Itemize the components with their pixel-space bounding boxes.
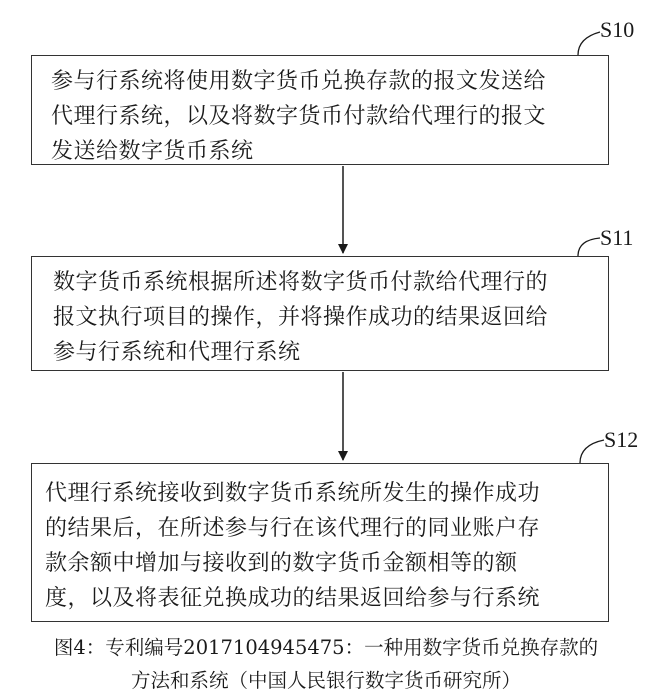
leader-s11 xyxy=(578,238,600,256)
step-text-line: 代理行系统，以及将数字货币付款给代理行的报文 xyxy=(51,104,547,129)
step-text-line: 款余额中增加与接收到的数字货币金额相等的额 xyxy=(45,551,518,576)
step-text-line: 报文执行项目的操作，并将操作成功的结果返回给 xyxy=(53,305,549,330)
step-text-line: 的结果后，在所述参与行在该代理行的同业账户存 xyxy=(45,516,541,541)
step-box-s10 xyxy=(31,55,609,165)
figure-caption-line2: 方法和系统（中国人民银行数字货币研究所） xyxy=(130,669,521,692)
step-box-s11 xyxy=(31,256,609,371)
leader-s12 xyxy=(580,440,604,463)
step-text-line: 发送给数字货币系统 xyxy=(51,139,254,164)
step-text-line: 数字货币系统根据所述将数字货币付款给代理行的 xyxy=(53,270,549,295)
step-text-line: 参与行系统将使用数字货币兑换存款的报文发送给 xyxy=(51,69,547,94)
step-text-s11 xyxy=(32,265,608,370)
step-label-s10: S10 xyxy=(600,17,635,42)
step-text-line: 参与行系统和代理行系统 xyxy=(53,340,301,365)
step-label-s11: S11 xyxy=(600,225,634,250)
step-text-s10 xyxy=(32,64,608,169)
leader-s10 xyxy=(578,32,600,55)
step-label-s12: S12 xyxy=(604,427,639,452)
step-box-s12 xyxy=(31,463,609,622)
step-text-line: 度，以及将表征兑换成功的结果返回给参与行系统 xyxy=(45,586,541,611)
figure-caption-line1: 图4：专利编号2017104945475：一种用数字货币兑换存款的 xyxy=(53,636,599,659)
step-text-line: 代理行系统接收到数字货币系统所发生的操作成功 xyxy=(45,481,541,506)
step-text-s12 xyxy=(32,476,608,616)
